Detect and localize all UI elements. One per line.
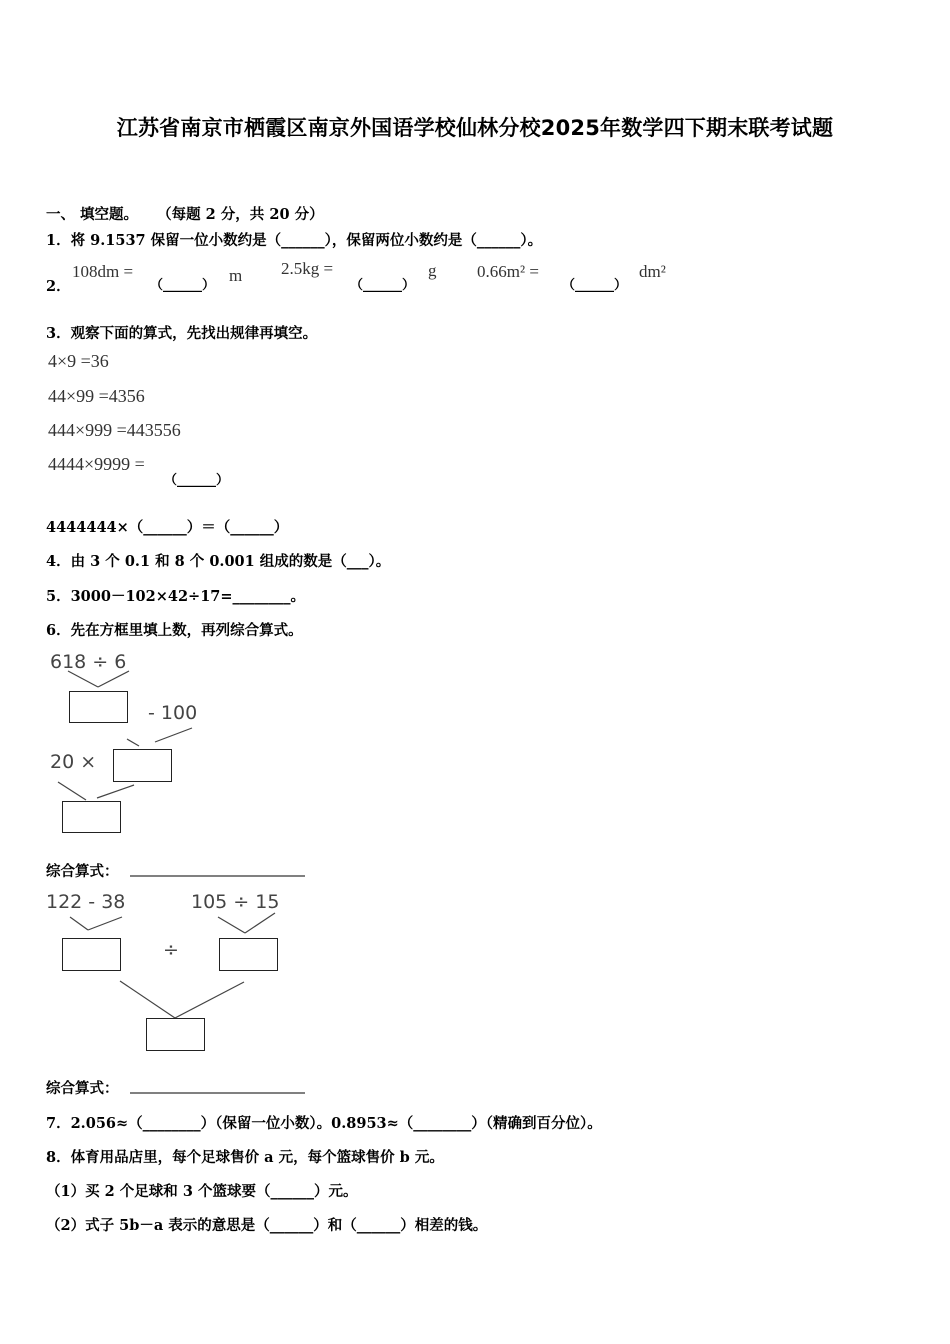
connector-line — [245, 913, 275, 933]
connector-line — [58, 782, 86, 800]
formula-label-2: 综合算式： — [46, 1080, 119, 1097]
diagram2-box-right[interactable] — [219, 938, 278, 971]
diagram2-left-expression: 122 - 38 — [46, 891, 126, 913]
q3-line-5: 4444444×（______）＝（______） — [46, 519, 289, 536]
q2-unit-a: m — [229, 266, 243, 285]
diagram2-box-result[interactable] — [146, 1018, 205, 1051]
connector-line — [155, 728, 192, 742]
question-8: 8．体育用品店里，每个足球售价 a 元，每个篮球售价 b 元。 — [46, 1149, 444, 1166]
q2-unit-b: g — [428, 261, 437, 280]
question-6: 6．先在方框里填上数，再列综合算式。 — [46, 622, 303, 639]
section-points: （每题 2 分，共 20 分） — [157, 206, 324, 223]
connector-line — [98, 671, 129, 687]
connector-line — [175, 982, 244, 1018]
diagram2-box-left[interactable] — [62, 938, 121, 971]
q2-expression-a: 108dm = — [72, 262, 134, 281]
diagram2-right-expression: 105 ÷ 15 — [191, 891, 280, 913]
q2-expression-b: 2.5kg = — [281, 259, 334, 278]
diagram1-top-expression: 618 ÷ 6 — [50, 651, 127, 673]
q3-line-2: 44×99 =4356 — [48, 386, 145, 406]
question-1: 1．将 9.1537 保留一位小数约是（______），保留两位小数约是（______）。 — [46, 232, 543, 249]
question-2-number: 2． — [46, 278, 71, 295]
question-7: 7．2.056≈（________）（保留一位小数）。0.8953≈（________）（精确到百分位）。 — [46, 1115, 602, 1132]
diagram1-multiply: 20 × — [50, 751, 97, 773]
question-8-part-2: （2）式子 5b－a 表示的意思是（______）和（______）相差的钱。 — [46, 1217, 488, 1234]
connector-line — [70, 917, 88, 930]
diagram2-divide-sign: ÷ — [163, 939, 179, 961]
question-5: 5．3000－102×42÷17=________。 — [46, 588, 306, 605]
q2-unit-c: dm² — [639, 262, 666, 281]
connector-line — [68, 671, 98, 687]
q3-line-3: 444×999 =443556 — [48, 420, 181, 440]
question-8-part-1: （1）买 2 个足球和 3 个篮球要（______）元。 — [46, 1183, 358, 1200]
question-3: 3．观察下面的算式，先找出规律再填空。 — [46, 325, 318, 342]
q3-line-1: 4×9 =36 — [48, 351, 109, 371]
q3-line-4-blank: （______） — [164, 473, 230, 488]
formula-label-1: 综合算式： — [46, 863, 119, 880]
connector-line — [127, 739, 139, 746]
diagram1-minus-100: - 100 — [148, 702, 198, 724]
connector-line — [97, 785, 134, 798]
section-title: 一、 填空题。 — [46, 206, 139, 223]
question-4: 4．由 3 个 0.1 和 8 个 0.001 组成的数是（___）。 — [46, 553, 391, 570]
q2-blank-a: （______） — [150, 278, 216, 293]
q3-line-4: 4444×9999 = — [48, 454, 145, 474]
page-title: 江苏省南京市栖霞区南京外国语学校仙林分校2025年数学四下期末联考试题 — [116, 116, 834, 140]
connector-line — [120, 981, 175, 1018]
q2-blank-c: （______） — [562, 278, 628, 293]
q2-blank-b: （______） — [350, 278, 416, 293]
q2-expression-c: 0.66m² = — [477, 262, 539, 281]
connector-line — [88, 917, 122, 930]
connector-line — [218, 917, 245, 933]
